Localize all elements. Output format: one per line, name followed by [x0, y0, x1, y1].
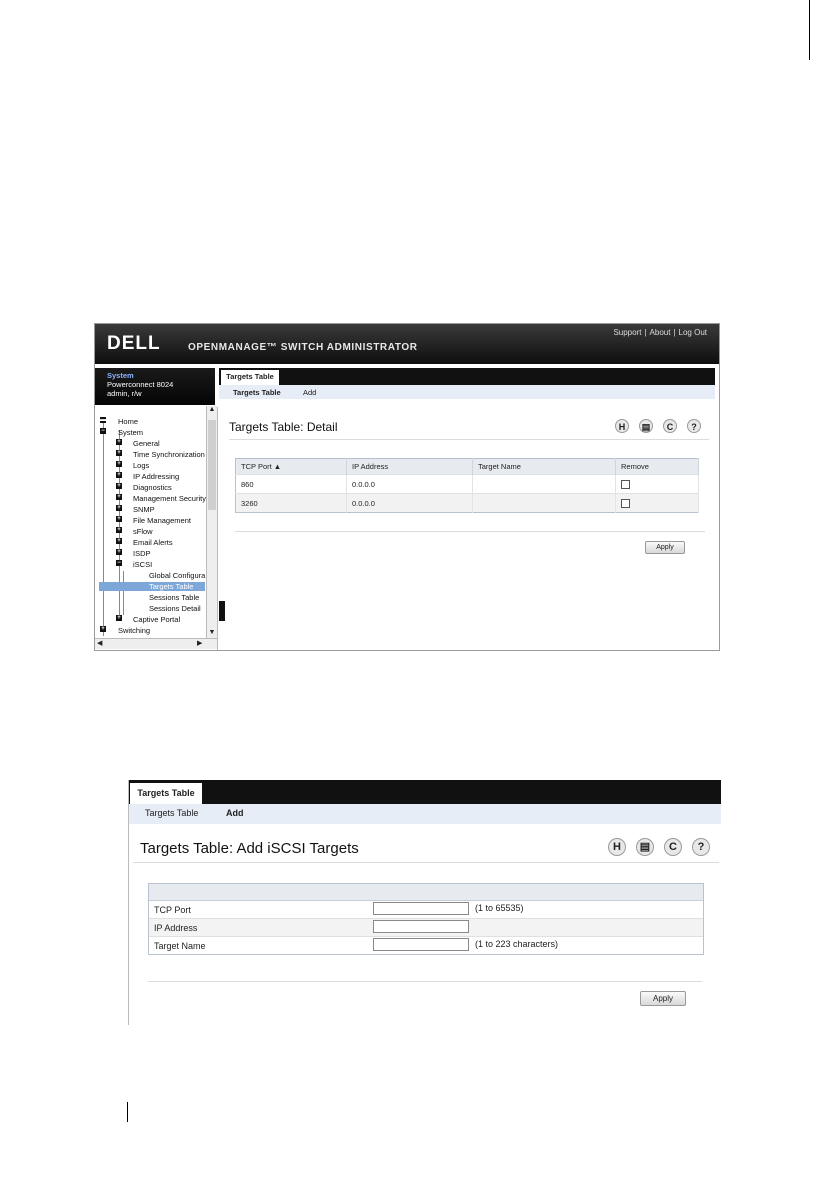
- nav-diagnostics[interactable]: Diagnostics: [133, 483, 172, 492]
- expand-icon[interactable]: +: [117, 483, 121, 489]
- expand-icon[interactable]: +: [117, 615, 121, 621]
- logout-link[interactable]: Log Out: [678, 328, 707, 337]
- about-link[interactable]: About: [649, 328, 671, 337]
- nav-sflow[interactable]: sFlow: [133, 527, 153, 536]
- nav-captive-portal[interactable]: Captive Portal: [133, 615, 181, 624]
- apply-button[interactable]: Apply: [645, 541, 685, 554]
- scroll-thumb[interactable]: [208, 420, 216, 510]
- nav-iscsi[interactable]: iSCSI: [133, 560, 153, 569]
- nav-ip-addressing[interactable]: IP Addressing: [133, 472, 180, 481]
- device-name: Powerconnect 8024: [107, 380, 174, 389]
- sub-tabs: [128, 804, 721, 824]
- top-links: Support | About | Log Out: [613, 328, 707, 337]
- scroll-up-icon[interactable]: ▲: [208, 406, 216, 413]
- nav-general[interactable]: General: [133, 439, 160, 448]
- target-name-input[interactable]: [373, 938, 469, 951]
- nav-logs[interactable]: Logs: [133, 461, 150, 470]
- divider: [235, 531, 705, 532]
- cell-port: 3260: [236, 494, 347, 513]
- table-row: [236, 494, 699, 513]
- divider: [148, 981, 702, 982]
- nav-tree: [95, 407, 218, 650]
- expand-icon[interactable]: +: [117, 505, 121, 511]
- app-title: OPENMANAGE™ SWITCH ADMINISTRATOR: [188, 342, 418, 353]
- page-title: Targets Table: Detail: [229, 420, 338, 434]
- expand-icon[interactable]: +: [117, 472, 121, 478]
- dell-logo: DELL: [107, 333, 161, 354]
- collapse-icon[interactable]: −: [117, 560, 121, 566]
- cell-port: 860: [236, 475, 347, 494]
- nav-time-sync[interactable]: Time Synchronization: [133, 450, 205, 459]
- form-row-tcp-port: [149, 901, 703, 919]
- frame-edge: [128, 780, 129, 1025]
- tab-targets-table[interactable]: Targets Table: [221, 370, 279, 386]
- scroll-left-icon[interactable]: ◀: [97, 640, 103, 647]
- app-banner: [95, 324, 719, 364]
- nav-email-alerts[interactable]: Email Alerts: [133, 538, 173, 547]
- cell-ip: 0.0.0.0: [347, 494, 473, 513]
- collapse-icon[interactable]: −: [101, 428, 105, 434]
- nav-isdp[interactable]: ISDP: [133, 549, 151, 558]
- col-tcp-port[interactable]: TCP Port ▲: [236, 459, 347, 475]
- ip-address-input[interactable]: [373, 920, 469, 933]
- subtab-targets-table[interactable]: Targets Table: [145, 808, 199, 818]
- remove-checkbox[interactable]: [621, 499, 630, 508]
- targets-table: [235, 458, 699, 513]
- save-icon[interactable]: H: [615, 419, 629, 433]
- table-row: [236, 475, 699, 494]
- nav-home[interactable]: Home: [118, 417, 139, 426]
- nav-system[interactable]: System: [118, 428, 144, 437]
- expand-icon[interactable]: +: [117, 494, 121, 500]
- form-header: [149, 884, 703, 901]
- footer-rule: [127, 1102, 128, 1122]
- nav-switching[interactable]: Switching: [118, 626, 151, 635]
- sub-tabs: [219, 385, 715, 399]
- nav-targets-table[interactable]: Targets Table: [99, 582, 205, 591]
- nav-management-security[interactable]: Management Security: [133, 494, 206, 503]
- page-title: Targets Table: Add iSCSI Targets: [140, 840, 359, 857]
- form-row-ip-address: [149, 919, 703, 937]
- scroll-right-icon[interactable]: ▶: [197, 640, 203, 647]
- expand-icon[interactable]: +: [117, 549, 121, 555]
- apply-button[interactable]: Apply: [640, 991, 686, 1006]
- home-icon: ▬: [100, 417, 106, 423]
- remove-checkbox[interactable]: [621, 480, 630, 489]
- expand-icon[interactable]: +: [117, 527, 121, 533]
- divider: [133, 862, 719, 863]
- cell-name: [473, 475, 616, 494]
- nav-global-config[interactable]: Global Configura: [149, 571, 206, 580]
- refresh-icon[interactable]: C: [664, 838, 682, 856]
- help-icon[interactable]: ?: [687, 419, 701, 433]
- col-ip-address[interactable]: IP Address: [347, 459, 473, 475]
- subtab-add[interactable]: Add: [303, 388, 317, 397]
- user-role: admin, r/w: [107, 389, 142, 398]
- add-target-form: [148, 883, 704, 955]
- help-icon[interactable]: ?: [692, 838, 710, 856]
- tab-bar: [128, 780, 721, 804]
- margin-rule: [809, 0, 810, 60]
- form-row-target-name: [149, 937, 703, 954]
- print-icon[interactable]: ▤: [639, 419, 653, 433]
- divider: [229, 439, 709, 440]
- refresh-icon[interactable]: C: [663, 419, 677, 433]
- nav-horizontal-scrollbar[interactable]: [95, 638, 217, 649]
- nav-file-management[interactable]: File Management: [133, 516, 191, 525]
- ip-address-label: IP Address: [154, 923, 198, 933]
- subtab-targets-table[interactable]: Targets Table: [233, 388, 281, 397]
- col-remove: Remove: [616, 459, 699, 475]
- expand-icon[interactable]: +: [117, 516, 121, 522]
- content-panel: [219, 368, 715, 650]
- cell-ip: 0.0.0.0: [347, 475, 473, 494]
- expand-icon[interactable]: +: [117, 450, 121, 456]
- print-icon[interactable]: ▤: [636, 838, 654, 856]
- tab-targets-table[interactable]: Targets Table: [130, 783, 202, 805]
- panel-divider: [219, 601, 225, 621]
- expand-icon[interactable]: +: [101, 626, 105, 632]
- target-name-hint: (1 to 223 characters): [475, 939, 559, 949]
- subtab-add[interactable]: Add: [226, 808, 244, 818]
- tab-bar: [219, 368, 715, 385]
- expand-icon[interactable]: +: [117, 439, 121, 445]
- add-iscsi-targets-screenshot: [128, 780, 721, 1025]
- tcp-port-hint: (1 to 65535): [475, 903, 524, 913]
- col-target-name[interactable]: Target Name: [473, 459, 616, 475]
- targets-table-detail-screenshot: [94, 323, 720, 651]
- scroll-down-icon[interactable]: ▼: [208, 629, 216, 636]
- system-label: System: [107, 371, 134, 380]
- expand-icon[interactable]: +: [117, 538, 121, 544]
- nav-snmp[interactable]: SNMP: [133, 505, 155, 514]
- save-icon[interactable]: H: [608, 838, 626, 856]
- nav-sessions-table[interactable]: Sessions Table: [149, 593, 200, 602]
- cell-name: [473, 494, 616, 513]
- system-info: [95, 368, 215, 405]
- expand-icon[interactable]: +: [117, 461, 121, 467]
- tcp-port-input[interactable]: [373, 902, 469, 915]
- support-link[interactable]: Support: [613, 328, 642, 337]
- nav-sessions-detail[interactable]: Sessions Detail: [149, 604, 201, 613]
- target-name-label: Target Name: [154, 941, 206, 951]
- nav-vertical-scrollbar[interactable]: [206, 406, 217, 638]
- tcp-port-label: TCP Port: [154, 905, 191, 915]
